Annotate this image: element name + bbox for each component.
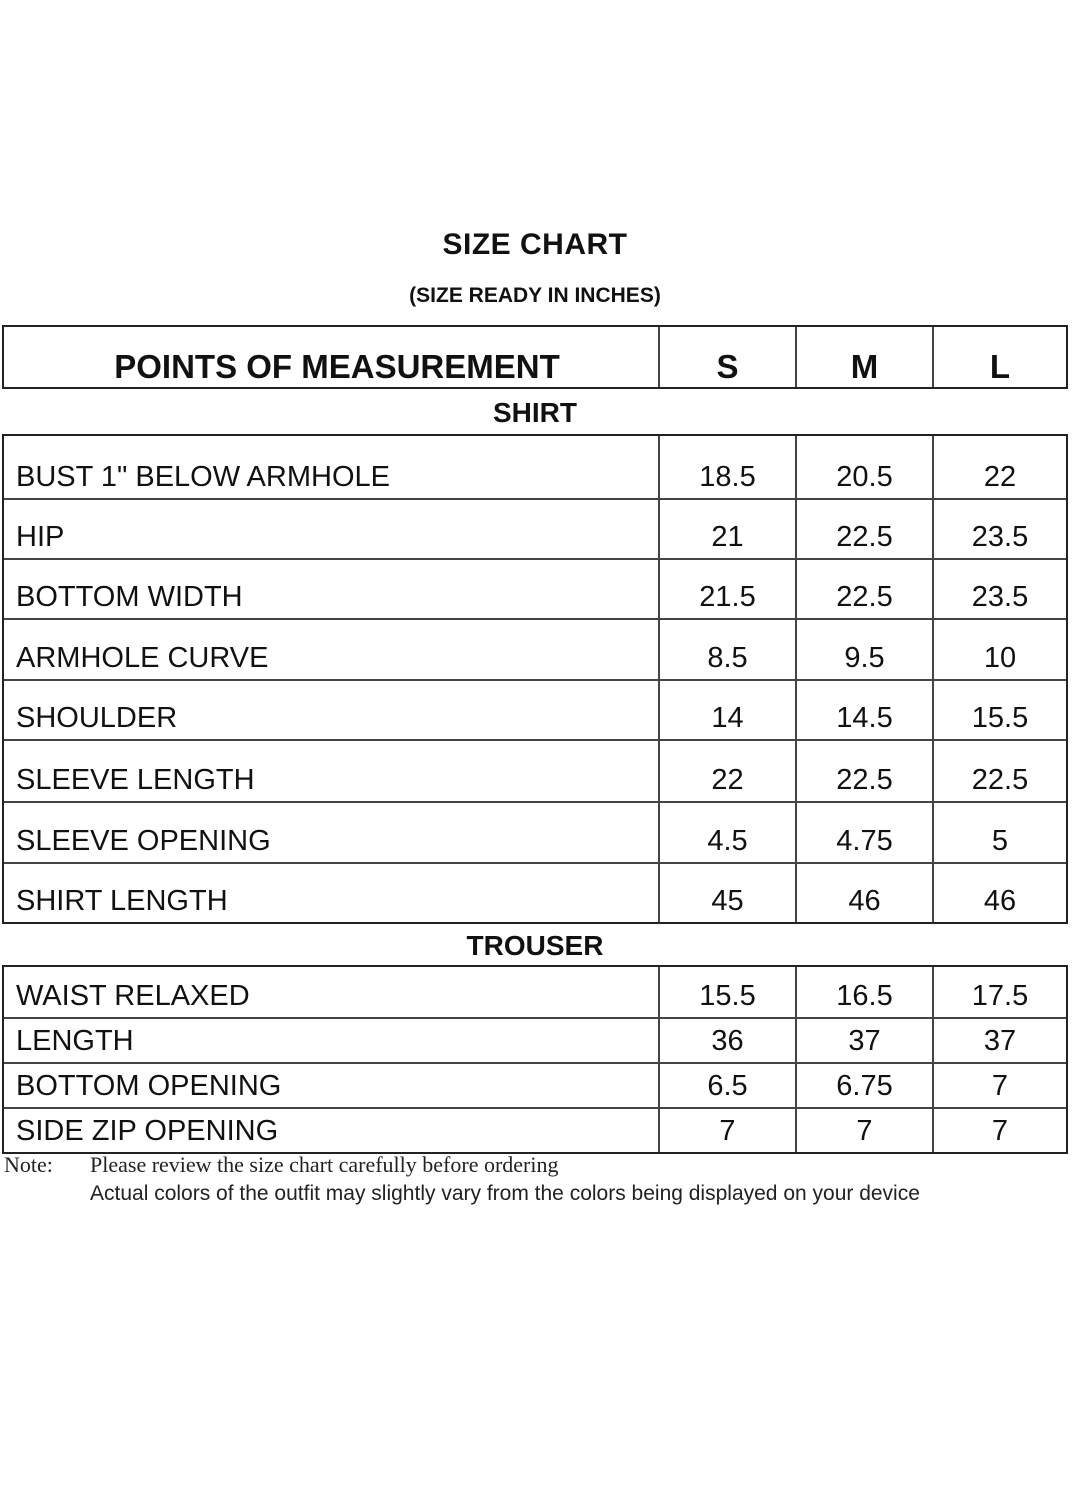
value-s: 18.5 <box>658 436 795 498</box>
value-m: 9.5 <box>795 620 932 679</box>
table-row <box>4 436 1066 498</box>
section-title-trouser: TROUSER <box>466 930 604 961</box>
value-m: 46 <box>795 864 932 922</box>
header-size-s: S <box>658 327 795 387</box>
table-row <box>4 618 1066 679</box>
table-row <box>4 1017 1066 1062</box>
chart-title: SIZE CHART <box>442 228 628 261</box>
value-s: 14 <box>658 681 795 739</box>
value-l: 22.5 <box>932 741 1066 801</box>
row-label: SHIRT LENGTH <box>16 885 228 917</box>
value-s: 15.5 <box>658 967 795 1017</box>
section-title-shirt: SHIRT <box>493 397 577 428</box>
value-m: 20.5 <box>795 436 932 498</box>
row-label: SLEEVE OPENING <box>16 825 271 857</box>
value-m: 22.5 <box>795 500 932 558</box>
trouser-table <box>2 965 1068 1154</box>
note-line-1: Please review the size chart carefully before ordering <box>90 1152 559 1177</box>
value-m: 14.5 <box>795 681 932 739</box>
value-l: 5 <box>932 803 1066 862</box>
table-row <box>4 679 1066 739</box>
table-row <box>4 1107 1066 1152</box>
value-m: 6.75 <box>795 1064 932 1107</box>
row-label: ARMHOLE CURVE <box>16 642 269 674</box>
header-row <box>4 327 1066 387</box>
row-label: HIP <box>16 521 65 553</box>
value-s: 7 <box>658 1109 795 1152</box>
value-s: 8.5 <box>658 620 795 679</box>
row-label: SHOULDER <box>16 702 178 734</box>
row-label: BOTTOM OPENING <box>16 1070 282 1102</box>
value-s: 22 <box>658 741 795 801</box>
value-m: 4.75 <box>795 803 932 862</box>
header-size-l: L <box>932 327 1066 387</box>
note-label: Note: <box>4 1152 53 1177</box>
note-line-2: Actual colors of the outfit may slightly vary from the colors being displayed on your device <box>90 1182 920 1205</box>
value-s: 21.5 <box>658 560 795 618</box>
table-row <box>4 967 1066 1017</box>
value-s: 36 <box>658 1019 795 1062</box>
value-s: 21 <box>658 500 795 558</box>
value-l: 23.5 <box>932 560 1066 618</box>
table-row <box>4 1062 1066 1107</box>
value-s: 45 <box>658 864 795 922</box>
row-label: WAIST RELAXED <box>16 980 250 1012</box>
shirt-table <box>2 434 1068 924</box>
table-row <box>4 498 1066 558</box>
value-m: 22.5 <box>795 560 932 618</box>
value-s: 6.5 <box>658 1064 795 1107</box>
value-m: 22.5 <box>795 741 932 801</box>
value-l: 37 <box>932 1019 1066 1062</box>
value-l: 46 <box>932 864 1066 922</box>
value-l: 22 <box>932 436 1066 498</box>
value-l: 7 <box>932 1064 1066 1107</box>
row-label: SIDE ZIP OPENING <box>16 1115 279 1147</box>
row-label: BOTTOM WIDTH <box>16 581 243 613</box>
value-l: 23.5 <box>932 500 1066 558</box>
value-l: 17.5 <box>932 967 1066 1017</box>
header-points-of-measurement: POINTS OF MEASUREMENT <box>114 348 560 385</box>
value-m: 37 <box>795 1019 932 1062</box>
table-row <box>4 801 1066 862</box>
value-l: 7 <box>932 1109 1066 1152</box>
value-m: 7 <box>795 1109 932 1152</box>
header-table <box>2 325 1068 389</box>
table-row <box>4 558 1066 618</box>
value-m: 16.5 <box>795 967 932 1017</box>
table-row <box>4 862 1066 922</box>
value-l: 10 <box>932 620 1066 679</box>
row-label: LENGTH <box>16 1025 134 1057</box>
row-label: SLEEVE LENGTH <box>16 764 255 796</box>
header-size-m: M <box>795 327 932 387</box>
chart-subtitle: (SIZE READY IN INCHES) <box>409 284 661 307</box>
value-l: 15.5 <box>932 681 1066 739</box>
table-row <box>4 739 1066 801</box>
row-label: BUST 1" BELOW ARMHOLE <box>16 461 390 493</box>
value-s: 4.5 <box>658 803 795 862</box>
